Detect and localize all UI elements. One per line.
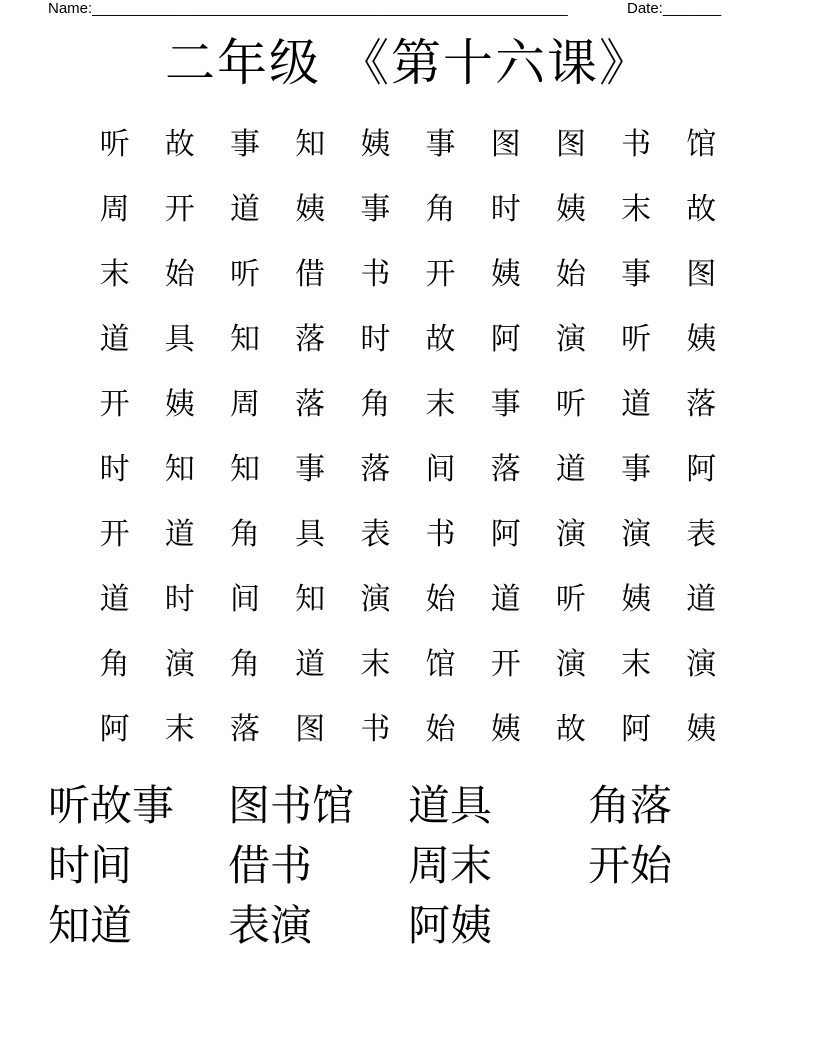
grid-character: 末 [360,647,391,682]
grid-character: 故 [686,192,717,227]
grid-character: 表 [360,517,391,552]
grid-character: 阿 [621,712,652,747]
grid-row [82,307,742,372]
grid-character: 角 [360,387,391,422]
grid-character: 时 [164,582,195,617]
grid-character: 图 [686,257,717,292]
grid-character: 开 [99,517,130,552]
grid-character: 道 [164,517,195,552]
grid-character: 知 [229,322,260,357]
grid-character: 事 [425,127,456,162]
grid-character: 末 [164,712,195,747]
vocabulary-word: 开始 [588,841,673,890]
vocabulary-word: 借书 [228,841,313,890]
grid-character: 间 [425,452,456,487]
grid-character: 道 [99,322,130,357]
grid-row [82,502,742,567]
grid-character: 事 [621,257,652,292]
grid-row [82,567,742,632]
grid-character: 听 [555,582,586,617]
grid-character: 开 [164,192,195,227]
vocabulary-word: 周末 [408,841,493,890]
grid-character: 阿 [686,452,717,487]
grid-character: 姨 [360,127,391,162]
grid-character: 听 [621,322,652,357]
grid-character: 落 [295,322,326,357]
grid-row [82,632,742,697]
grid-character: 姨 [490,712,521,747]
grid-row [82,242,742,307]
vocabulary-word: 角落 [588,781,673,830]
grid-character: 听 [555,387,586,422]
grid-character: 书 [360,257,391,292]
grid-character: 具 [295,517,326,552]
grid-character: 周 [229,387,260,422]
name-label: Name: [48,0,93,17]
grid-row [82,177,742,242]
grid-character: 时 [360,322,391,357]
grid-character: 落 [295,387,326,422]
grid-character: 姨 [686,322,717,357]
date-group [627,0,721,18]
name-blank: _________________________________________________________ [92,0,568,17]
grid-character: 演 [555,517,586,552]
grid-character: 道 [686,582,717,617]
grid-character: 演 [555,322,586,357]
grid-character: 书 [360,712,391,747]
grid-character: 知 [295,582,326,617]
grid-character: 听 [99,127,130,162]
vocabulary-word: 知道 [48,901,133,950]
grid-character: 落 [490,452,521,487]
grid-character: 末 [621,647,652,682]
grid-character: 始 [425,582,456,617]
grid-character: 始 [555,257,586,292]
grid-character: 姨 [164,387,195,422]
vocabulary-row [48,896,768,956]
grid-character: 角 [229,517,260,552]
grid-character: 事 [490,387,521,422]
grid-row [82,697,742,762]
grid-character: 角 [99,647,130,682]
grid-character: 阿 [490,322,521,357]
grid-character: 落 [686,387,717,422]
character-grid [82,112,742,762]
grid-character: 书 [621,127,652,162]
grid-character: 落 [360,452,391,487]
date-label: Date: [627,0,663,17]
grid-character: 姨 [686,712,717,747]
grid-character: 书 [425,517,456,552]
grid-character: 姨 [555,192,586,227]
grid-character: 馆 [686,127,717,162]
grid-character: 末 [425,387,456,422]
grid-character: 借 [295,257,326,292]
grid-character: 阿 [99,712,130,747]
grid-character: 演 [360,582,391,617]
grid-character: 知 [164,452,195,487]
grid-character: 开 [490,647,521,682]
grid-character: 姨 [295,192,326,227]
grid-character: 演 [621,517,652,552]
grid-character: 馆 [425,647,456,682]
grid-character: 故 [425,322,456,357]
grid-character: 事 [295,452,326,487]
vocabulary-word: 时间 [48,841,133,890]
grid-character: 道 [295,647,326,682]
grid-character: 图 [295,712,326,747]
grid-character: 落 [229,712,260,747]
grid-character: 事 [229,127,260,162]
grid-character: 演 [686,647,717,682]
grid-character: 图 [490,127,521,162]
grid-character: 知 [295,127,326,162]
grid-character: 开 [99,387,130,422]
grid-character: 故 [164,127,195,162]
grid-row [82,372,742,437]
grid-character: 故 [555,712,586,747]
grid-character: 阿 [490,517,521,552]
grid-character: 末 [99,257,130,292]
worksheet-title: 二年级 《第十六课》 [165,34,651,92]
vocabulary-word: 道具 [408,781,493,830]
grid-character: 时 [99,452,130,487]
grid-row [82,112,742,177]
grid-character: 时 [490,192,521,227]
header-line [48,0,748,20]
grid-row [82,437,742,502]
vocabulary-row [48,836,768,896]
vocabulary-word: 阿姨 [408,901,493,950]
grid-character: 知 [229,452,260,487]
grid-character: 角 [229,647,260,682]
vocabulary-row [48,776,768,836]
vocabulary-list [48,776,768,956]
grid-character: 听 [229,257,260,292]
grid-character: 开 [425,257,456,292]
grid-character: 演 [555,647,586,682]
grid-character: 末 [621,192,652,227]
grid-character: 演 [164,647,195,682]
vocabulary-word: 表演 [228,901,313,950]
grid-character: 道 [99,582,130,617]
grid-character: 道 [621,387,652,422]
grid-character: 具 [164,322,195,357]
grid-character: 姨 [621,582,652,617]
vocabulary-word: 图书馆 [228,781,355,830]
grid-character: 图 [555,127,586,162]
grid-character: 事 [360,192,391,227]
grid-character: 事 [621,452,652,487]
grid-character: 角 [425,192,456,227]
grid-character: 始 [425,712,456,747]
grid-character: 间 [229,582,260,617]
grid-character: 道 [490,582,521,617]
grid-character: 表 [686,517,717,552]
grid-character: 周 [99,192,130,227]
date-blank: _______ [662,0,722,17]
grid-character: 道 [555,452,586,487]
grid-character: 姨 [490,257,521,292]
vocabulary-word: 听故事 [48,781,175,830]
grid-character: 道 [229,192,260,227]
grid-character: 始 [164,257,195,292]
